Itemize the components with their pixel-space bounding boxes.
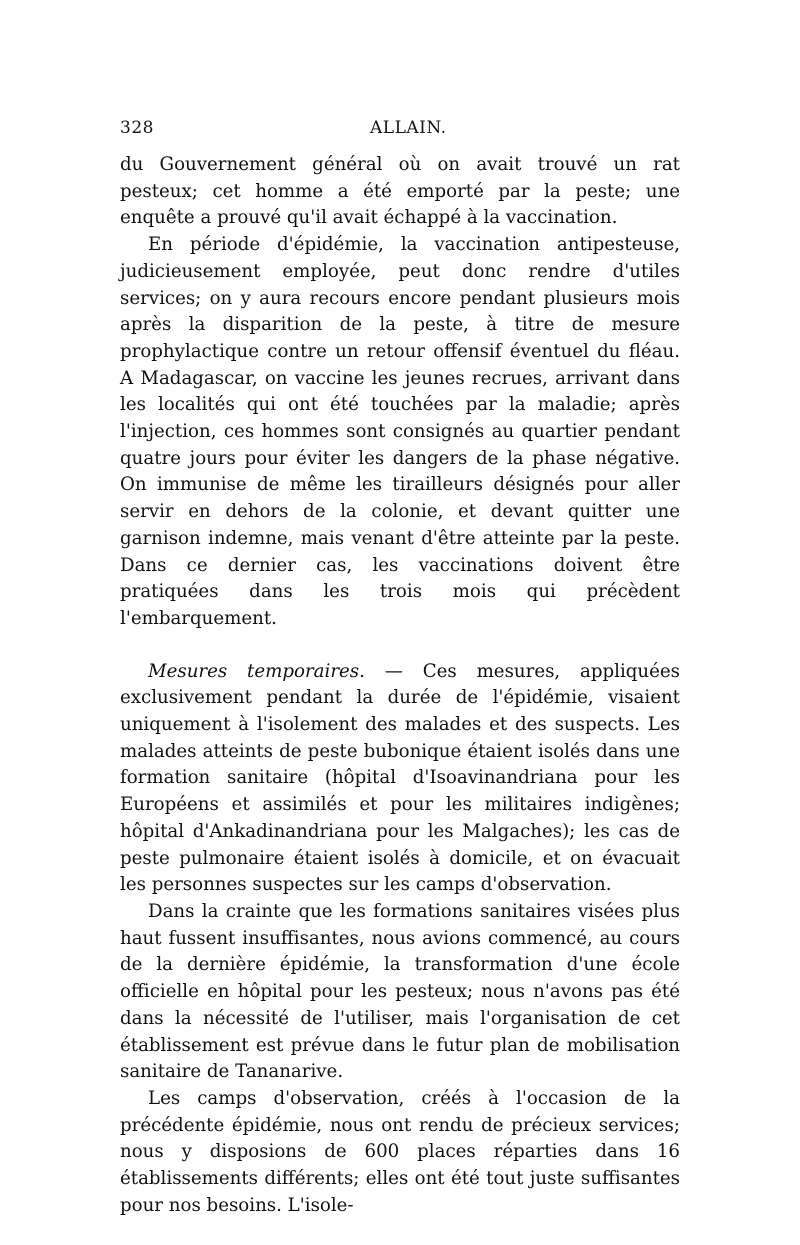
page-header <box>120 118 680 140</box>
running-title: ALLAIN. <box>370 118 447 138</box>
section-title: Mesures temporaires. <box>148 660 365 682</box>
body-text <box>120 152 680 1219</box>
paragraph-4: Dans la crainte que les formations sanitaires visées plus haut fussent insuffisantes, nous avions commencé, au cours de la dernière épidémie, la transformation d'une école officielle en hôpital pour les pesteux; nous n'avons pas été dans la nécessité de l'utiliser, mais l'organisation de cet établissement est prévue dans le futur plan de mobilisation sanitaire de Tananarive. <box>120 900 680 1083</box>
page-number: 328 <box>120 118 154 138</box>
paragraph-2: En période d'épidémie, la vaccination antipesteuse, judicieusement employée, peut donc rendre d'utiles services; on y aura recours encore pendant plusieurs mois après la disparition de la peste, à titre de mesure prophylactique contre un retour offensif éventuel du fléau. A Madagascar, on vaccine les jeunes recrues, arrivant dans les localités qui ont été touchées par la maladie; après l'injection, ces hommes sont consignés au quartier pendant quatre jours pour éviter les dangers de la phase négative. On immunise de même les tirailleurs désignés pour aller servir en dehors de la colonie, et devant quitter une garnison indemne, mais venant d'être atteinte par la peste. Dans ce dernier cas, les vaccinations doivent être pratiquées dans les trois mois qui précèdent l'embarquement. <box>120 234 680 629</box>
paragraph-3 <box>120 659 680 899</box>
paragraph-5: Les camps d'observation, créés à l'occasion de la précédente épidémie, nous ont rendu de précieux services; nous y disposions de 600 places réparties dans 16 établissements différents; elles ont été tout juste suffisantes pour nos besoins. L'isole- <box>120 1087 680 1216</box>
paragraph-3-text: — Ces mesures, appliquées exclusivement pendant la durée de l'épidémie, visaient uniquement à l'isolement des malades et des suspects. Les malades atteints de peste bubonique étaient isolés dans une formation sanitaire (hôpital d'Isoavinandriana pour les Européens et assimilés et pour les militaires indigènes; hôpital d'Ankadinandriana pour les Malgaches); les cas de peste pulmonaire étaient isolés à domicile, et on évacuait les personnes suspectes sur les camps d'observation. <box>120 660 680 896</box>
paragraph-1: du Gouvernement général où on avait trouvé un rat pesteux; cet homme a été emporté par la peste; une enquête a prouvé qu'il avait échappé à la vaccination. <box>120 154 680 229</box>
